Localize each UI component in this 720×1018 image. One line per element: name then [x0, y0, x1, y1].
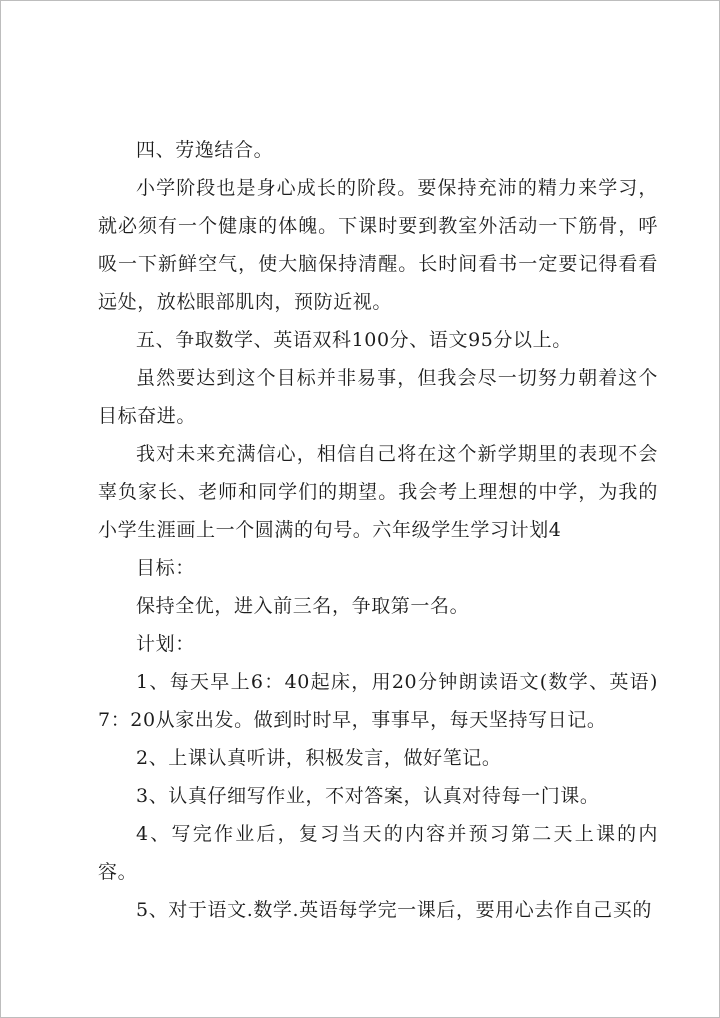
paragraph-goal-text: 保持全优，进入前三名，争取第一名。 — [136, 595, 470, 617]
document-body — [98, 131, 658, 929]
paragraph-goal-effort: 虽然要达到这个目标并非易事，但我会尽一切努力朝着这个目标奋进。 — [98, 367, 658, 427]
paragraph-confidence: 我对未来充满信心，相信自己将在这个新学期里的表现不会辜负家长、老师和同学们的期望。我会考上理想的中学，为我的小学生涯画上一个圆满的句号。六年级学生学习计划4 — [98, 443, 658, 541]
paragraph-plan-item-1: 1、每天早上6：40起床，用20分钟朗读语文(数学、英语)7：20从家出发。做到时时早，事事早，每天坚持写日记。 — [98, 671, 658, 731]
paragraph-plan-item-5: 5、对于语文.数学.英语每学完一课后，要用心去作自己买的 — [136, 899, 652, 921]
paragraph-section-four-heading: 四、劳逸结合。 — [136, 139, 274, 161]
paragraph-plan-item-3: 3、认真仔细写作业，不对答案，认真对待每一门课。 — [136, 785, 600, 807]
paragraph-health: 小学阶段也是身心成长的阶段。要保持充沛的精力来学习，就必须有一个健康的体魄。下课时要到教室外活动一下筋骨，呼吸一下新鲜空气，使大脑保持清醒。长时间看书一定要记得看看远处，放松眼部肌肉，预防近视。 — [98, 177, 658, 313]
paragraph-section-five-heading: 五、争取数学、英语双科100分、语文95分以上。 — [136, 329, 572, 351]
paragraph-plan-item-2: 2、上课认真听讲，积极发言，做好笔记。 — [136, 747, 502, 769]
paragraph-plan-label: 计划： — [136, 633, 195, 655]
paragraph-goal-label: 目标： — [136, 557, 195, 579]
paragraph-plan-item-4: 4、写完作业后，复习当天的内容并预习第二天上课的内容。 — [98, 823, 658, 883]
